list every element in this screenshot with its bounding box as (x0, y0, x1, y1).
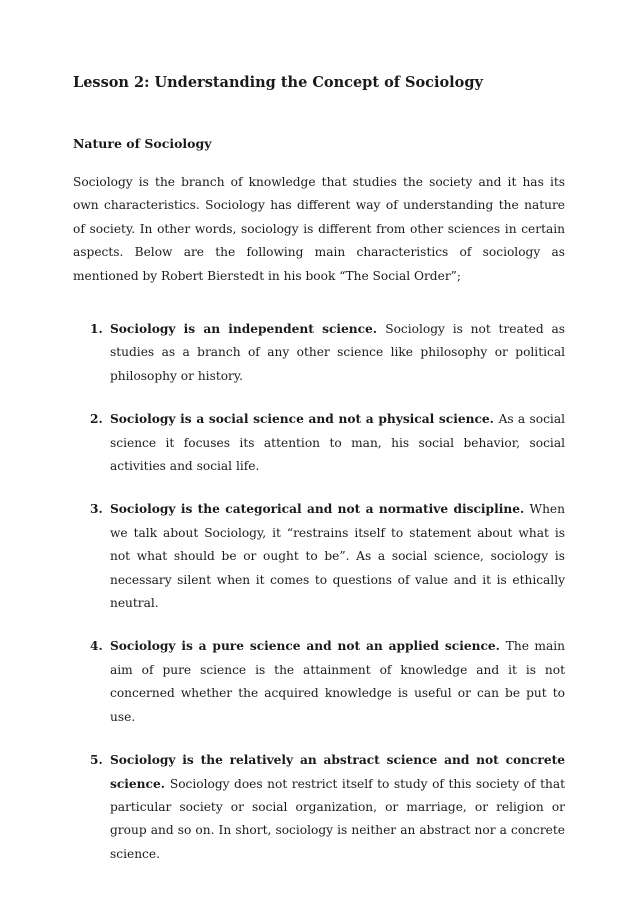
item-text: When we talk about Sociology, it “restrains itself to statement about what is not what should be or ought to be”. As a social science, sociology is necessary silent when it comes to questions of value and it is ethically neutral. (110, 502, 565, 611)
list-item (73, 498, 565, 615)
list-item (73, 749, 565, 866)
item-number: 2. (90, 412, 103, 427)
list-item (73, 318, 565, 388)
item-lead: Sociology is the relatively an abstract science and not concrete science. (110, 753, 565, 791)
list-item (73, 408, 565, 478)
item-number: 4. (90, 639, 103, 654)
item-lead: Sociology is an independent science. (110, 322, 386, 336)
item-text: Sociology does not restrict itself to study of this society of that particular society or social organization, or marriage, or religion or group and so on. In short, sociology is neither an abstract nor a concrete science. (110, 776, 565, 861)
item-lead: Sociology is a social science and not a physical science. (110, 412, 499, 427)
list-item (73, 635, 565, 729)
intro-paragraph: Sociology is the branch of knowledge that studies the society and it has its own characteristics. Sociology has different way of understanding the nature of society. In other words, sociology is different from other sciences in certain aspects. Below are the following main characteristics of sociology as mentioned by Robert Bierstedt in his book “The Social Order”; (73, 175, 565, 283)
item-lead: Sociology is a pure science and not an applied science. (110, 639, 506, 654)
characteristics-list (73, 318, 565, 886)
item-lead: Sociology is the categorical and not a normative discipline. (110, 502, 530, 517)
item-text: The main aim of pure science is the attainment of knowledge and it is not concerned whether the acquired knowledge is useful or can be put to use. (110, 639, 565, 724)
item-text: Sociology is not treated as studies as a branch of any other science like philosophy or political philosophy or history. (110, 322, 565, 383)
section-heading: Nature of Sociology (73, 136, 212, 151)
item-number: 5. (90, 753, 103, 768)
item-number: 1. (90, 322, 103, 336)
lesson-title: Lesson 2: Understanding the Concept of Sociology (73, 74, 483, 91)
item-number: 3. (90, 502, 103, 517)
item-text: As a social science it focuses its attention to man, his social behavior, social activities and social life. (110, 412, 565, 474)
